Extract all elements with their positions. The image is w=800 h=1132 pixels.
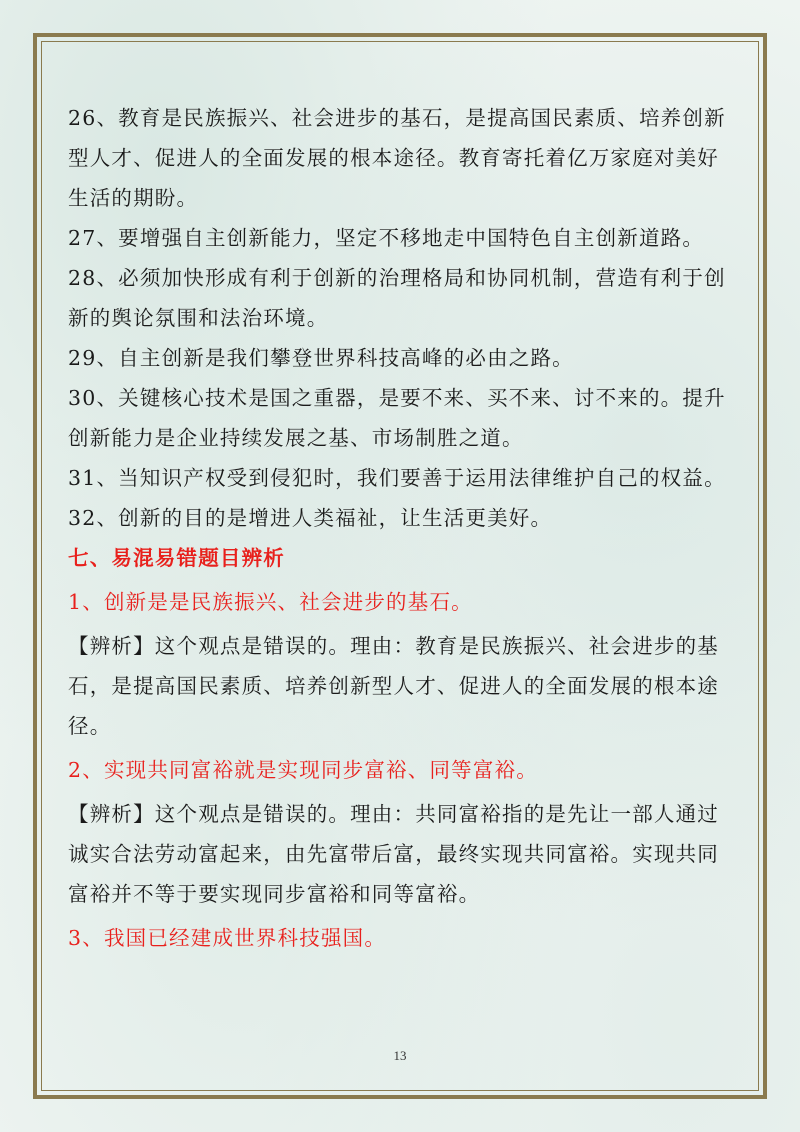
analysis-1a: 【辨析】这个观点是错误的。理由：教育是民族振兴、社会进步的基 <box>68 634 719 658</box>
section-heading: 七、易混易错题目辨析 <box>68 546 285 570</box>
text-line-26b: 型人才、促进人的全面发展的根本途径。教育寄托着亿万家庭对美好 <box>68 146 719 170</box>
analysis-2c: 富裕并不等于要实现同步富裕和同等富裕。 <box>68 882 481 906</box>
page-content <box>68 98 732 958</box>
text-line-27: 27、要增强自主创新能力，坚定不移地走中国特色自主创新道路。 <box>68 226 705 250</box>
text-line-32: 32、创新的目的是增进人类福祉，让生活更美好。 <box>68 506 553 530</box>
analysis-1c: 径。 <box>68 714 112 738</box>
text-line-26c: 生活的期盼。 <box>68 186 199 210</box>
analysis-1b: 石，是提高国民素质、培养创新型人才、促进人的全面发展的根本途 <box>68 674 719 698</box>
page-number: 13 <box>393 1048 407 1063</box>
text-line-30a: 30、关键核心技术是国之重器，是要不来、买不来、讨不来的。提升 <box>68 386 726 410</box>
analysis-2a: 【辨析】这个观点是错误的。理由：共同富裕指的是先让一部人通过 <box>68 802 719 826</box>
text-line-28a: 28、必须加快形成有利于创新的治理格局和协同机制，营造有利于创 <box>68 266 726 290</box>
text-line-30b: 创新能力是企业持续发展之基、市场制胜之道。 <box>68 426 524 450</box>
question-1: 1、创新是是民族振兴、社会进步的基石。 <box>68 590 473 614</box>
text-line-31: 31、当知识产权受到侵犯时，我们要善于运用法律维护自己的权益。 <box>68 466 726 490</box>
text-line-29: 29、自主创新是我们攀登世界科技高峰的必由之路。 <box>68 346 574 370</box>
question-3: 3、我国已经建成世界科技强国。 <box>68 926 387 950</box>
text-line-28b: 新的舆论氛围和法治环境。 <box>68 306 329 330</box>
analysis-2b: 诚实合法劳动富起来，由先富带后富，最终实现共同富裕。实现共同 <box>68 842 719 866</box>
text-line-26a: 26、教育是民族振兴、社会进步的基石，是提高国民素质、培养创新 <box>68 106 726 130</box>
question-2: 2、实现共同富裕就是实现同步富裕、同等富裕。 <box>68 758 538 782</box>
